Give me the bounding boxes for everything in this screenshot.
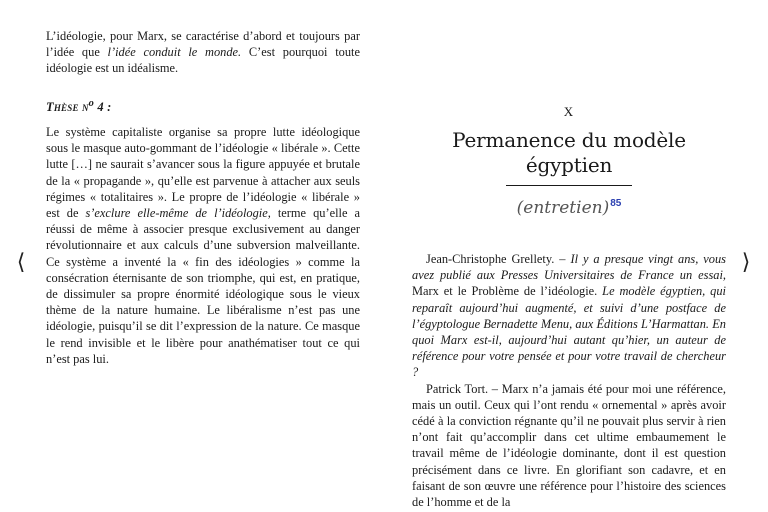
these-body-emphasis: s’exclure elle-même de l’idéologie, [85, 206, 271, 221]
question-speaker: Jean-Christophe Grellety. – [426, 252, 566, 266]
these-heading-prefix: Thèse n [46, 100, 89, 115]
these-heading [46, 98, 112, 115]
question-text-start: Il y a presque vingt ans, vous avez publié aux Presses Universitaires de France un essai, [412, 252, 726, 283]
question-paragraph [412, 251, 726, 381]
chapter-subtitle [412, 198, 726, 218]
footnote-link[interactable]: 85 [610, 198, 622, 209]
these-heading-superscript: o [88, 98, 95, 109]
right-page [412, 0, 726, 512]
title-divider [506, 185, 632, 186]
these-body-start: Le système capitaliste organise sa propre lutte idéologique sous le masque auto-gommant de l’idéologie « libérale ». Cette lutte […] ne saurait s’avancer sous la figure appuyée et brutale de la « propagande », qu’elle est parvenue à attacher aux seuls régimes « totalitaires ». Le propre de l’idéologie « libérale » est de [46, 125, 360, 221]
these-body-paragraph [46, 124, 360, 367]
next-page-arrow-icon[interactable]: ⟩ [741, 250, 751, 275]
these-body-end: terme qu’elle a réussi de même à associer presque exclusivement au danger révolutionnaire et aux calculs d’une subversion malveillante. Ce système a inventé la « fin des idéologies » comme la consécration éternisante de son triomphe, qui est, en pratique, de dissimuler sa propre énormité idéologique sous le vieux thème de la nature humaine. Le libéralisme n’est pas une idéologie, puisqu’il se dit l’expression de la nature. Ce masque le rend invisible et le libère pour anathématiser tout ce qui n’est pas lui. [46, 206, 360, 366]
intro-text-end: C’est pourquoi toute idéologie est un idéalisme. [46, 45, 360, 76]
left-page [46, 0, 360, 512]
intro-text-start: L’idéologie, pour Marx, se caractérise d’abord et toujours par l’idée que [46, 29, 360, 60]
these-heading-suffix: 4 : [94, 100, 112, 115]
intro-emphasis: l’idée conduit le monde. [107, 45, 242, 60]
previous-page-arrow-icon[interactable]: ⟨ [16, 250, 26, 275]
question-text-end: Le modèle égyptien, qui reparaît aujourd’hui augmenté, et suivi d’une postface de l’égyptologue Bernadette Menu, aux Éditions L’Harmattan. En quoi Marx est-il, aujourd’hui autant qu’hier, un auteur de référence pour votre pensée et pour votre travail de chercheur ? [412, 284, 726, 380]
chapter-number: X [563, 104, 575, 119]
chapter-title: Permanence du modèle égyptien [452, 128, 686, 177]
subtitle-text: (entretien) [516, 198, 610, 218]
interview-text [412, 251, 726, 510]
answer-paragraph: Patrick Tort. – Marx n’a jamais été pour moi une référence, mais un outil. Ceux qui l’ont rendu « ornemental » après avoir cédé à la conviction régnante qu’il ne pouvait plus servir à rien n’ont fait qu’accomplir dans cet ultime embaumement le travail même de l’idéologie dominante, dont il est question précisément dans ce livre. En glorifiant son cadavre, et en faisant de son œuvre une référence pour l’histoire des sciences de l’homme et de la [412, 381, 726, 510]
intro-paragraph [46, 28, 360, 77]
question-book-title: Marx et le Problème de l’idéologie. [412, 284, 598, 299]
